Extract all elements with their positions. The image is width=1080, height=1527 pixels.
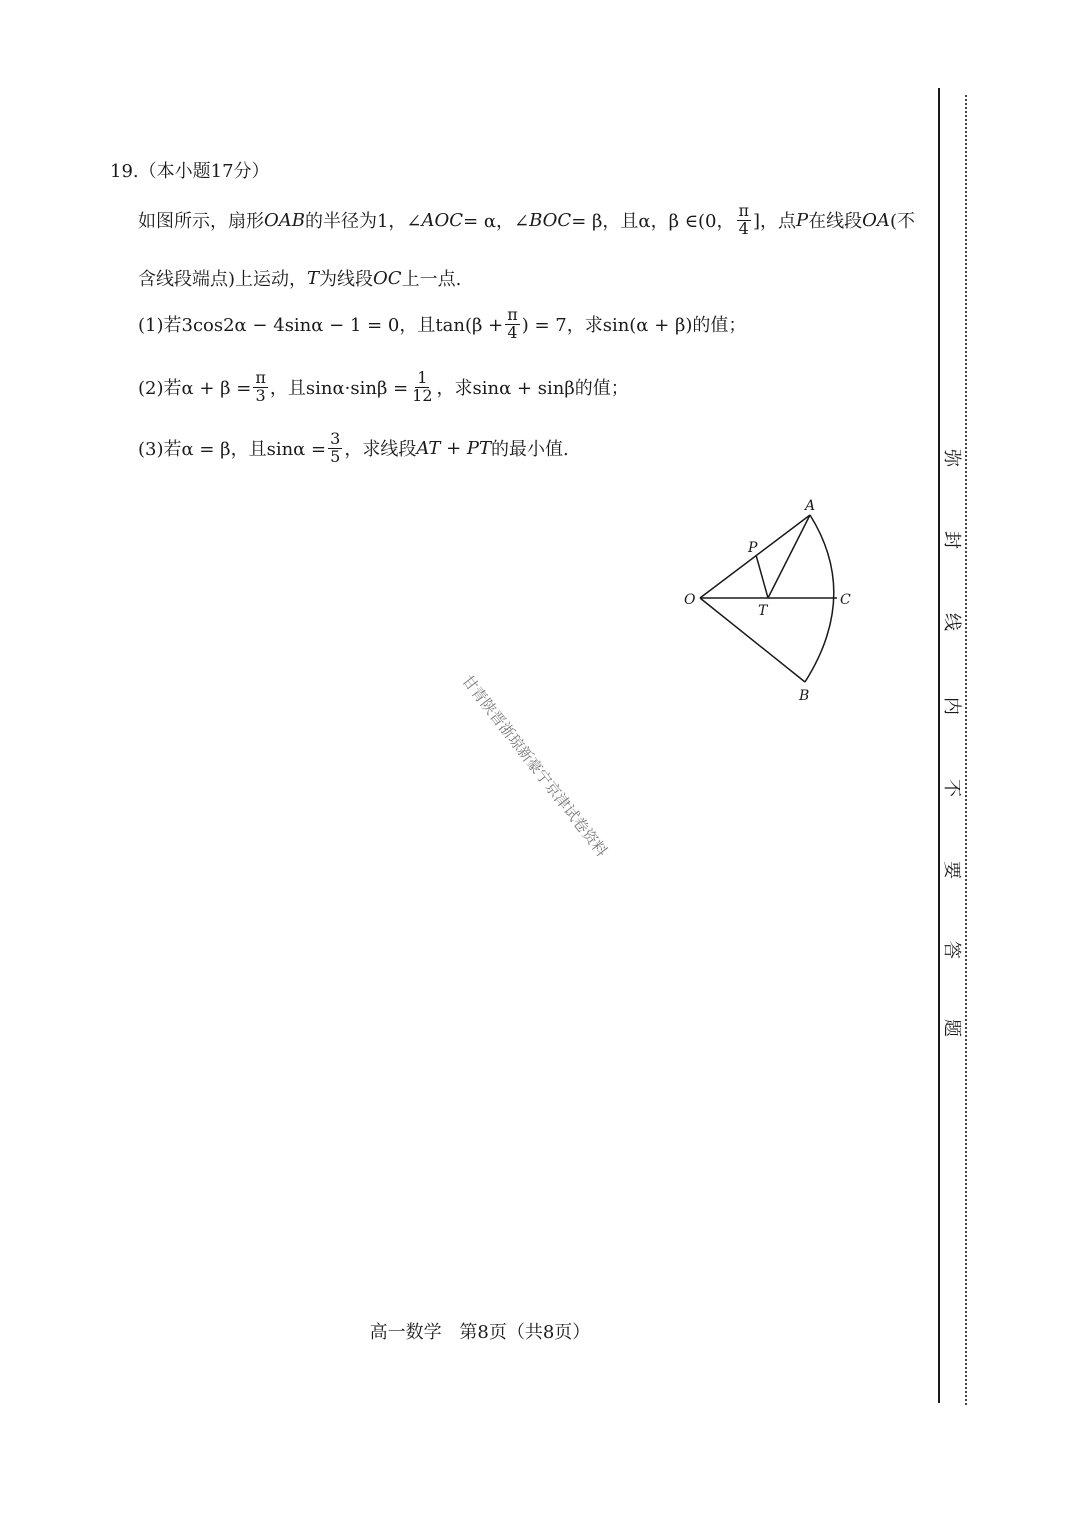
- fraction: [328, 431, 342, 466]
- intro-text: 上一点.: [401, 269, 462, 290]
- fraction-numerator: 1: [417, 368, 428, 387]
- fraction-numerator: 3: [330, 429, 341, 448]
- segment-OA: [700, 515, 810, 598]
- intro-math: AOC: [421, 209, 464, 231]
- part-text: ，求sinα + sinβ的值；: [436, 378, 629, 400]
- question-intro-line-1: [138, 203, 915, 238]
- intro-math: T: [307, 267, 320, 289]
- footer-page-number: 第8页（共8页）: [459, 1322, 591, 1343]
- label-O: O: [684, 592, 696, 608]
- intro-text: 含线段端点)上运动，: [138, 269, 308, 290]
- fraction-denominator: 5: [330, 446, 341, 466]
- fraction-denominator: 12: [412, 385, 433, 405]
- fraction: [410, 370, 434, 405]
- intro-math: OAB: [264, 209, 305, 231]
- part-2: [138, 370, 629, 405]
- intro-math: BOC: [529, 209, 572, 231]
- sector-diagram: [670, 490, 870, 710]
- label-B: B: [799, 688, 810, 704]
- binding-char: 内: [941, 697, 962, 715]
- intro-text: 为线段: [319, 269, 374, 290]
- intro-text: 如图所示，扇形: [138, 211, 264, 233]
- fraction-denominator: 3: [255, 385, 266, 405]
- binding-dotted-line: [965, 95, 967, 1405]
- binding-line: [938, 88, 940, 1403]
- binding-char: 答: [941, 941, 962, 959]
- intro-math: P: [796, 209, 809, 231]
- part-text: ，且sinα·sinβ =: [269, 378, 409, 400]
- fraction: [737, 203, 752, 238]
- question-header: 19.（本小题17分）: [110, 161, 270, 182]
- fraction-denominator: 4: [507, 322, 518, 342]
- binding-char: 封: [941, 531, 962, 549]
- label-C: C: [840, 592, 851, 608]
- binding-char: 弥: [941, 449, 962, 467]
- part-3: [138, 431, 569, 466]
- part-text: ，求线段: [344, 439, 417, 461]
- binding-char: 题: [941, 1019, 962, 1037]
- segment-PT: [756, 555, 768, 598]
- part-text: (1)若3cos2α − 4sinα − 1 = 0，且tan(β +: [138, 315, 504, 337]
- intro-math: OC: [373, 267, 402, 289]
- intro-text: 在线段: [808, 211, 863, 233]
- intro-text: = β，且α，β ∈(0，: [571, 211, 735, 233]
- fraction: [505, 307, 520, 342]
- label-A: A: [805, 498, 816, 514]
- fraction-numerator: π: [507, 305, 518, 324]
- binding-char: 要: [941, 861, 962, 879]
- segment-AT: [768, 515, 810, 598]
- part-text: ) = 7，求sin(α + β)的值；: [521, 315, 747, 337]
- fraction: [253, 370, 268, 405]
- label-P: P: [748, 540, 758, 556]
- part-1: [138, 307, 746, 342]
- segment-OB: [700, 598, 805, 682]
- part-text: 的最小值.: [491, 439, 569, 461]
- fraction-denominator: 4: [738, 218, 749, 238]
- intro-text: 的半径为1，∠: [304, 211, 422, 233]
- intro-text: = α，∠: [463, 211, 530, 233]
- fraction-numerator: π: [255, 368, 266, 387]
- fraction-numerator: π: [738, 201, 750, 220]
- page-footer: [0, 1318, 960, 1344]
- label-T: T: [758, 603, 768, 619]
- question-intro-line-2: [138, 265, 461, 291]
- intro-text: ]，点: [753, 211, 797, 233]
- footer-subject: 高一数学: [369, 1322, 442, 1343]
- intro-text: (不: [889, 211, 915, 233]
- part-text: (3)若α = β，且sinα =: [138, 439, 327, 461]
- binding-char: 不: [941, 779, 962, 797]
- part-math: AT + PT: [416, 437, 491, 459]
- watermark: 甘青陕晋浙琼新豪宁京津试卷资料: [458, 671, 611, 860]
- part-text: (2)若α + β =: [138, 378, 252, 400]
- intro-math: OA: [862, 209, 890, 231]
- binding-char: 线: [941, 613, 962, 631]
